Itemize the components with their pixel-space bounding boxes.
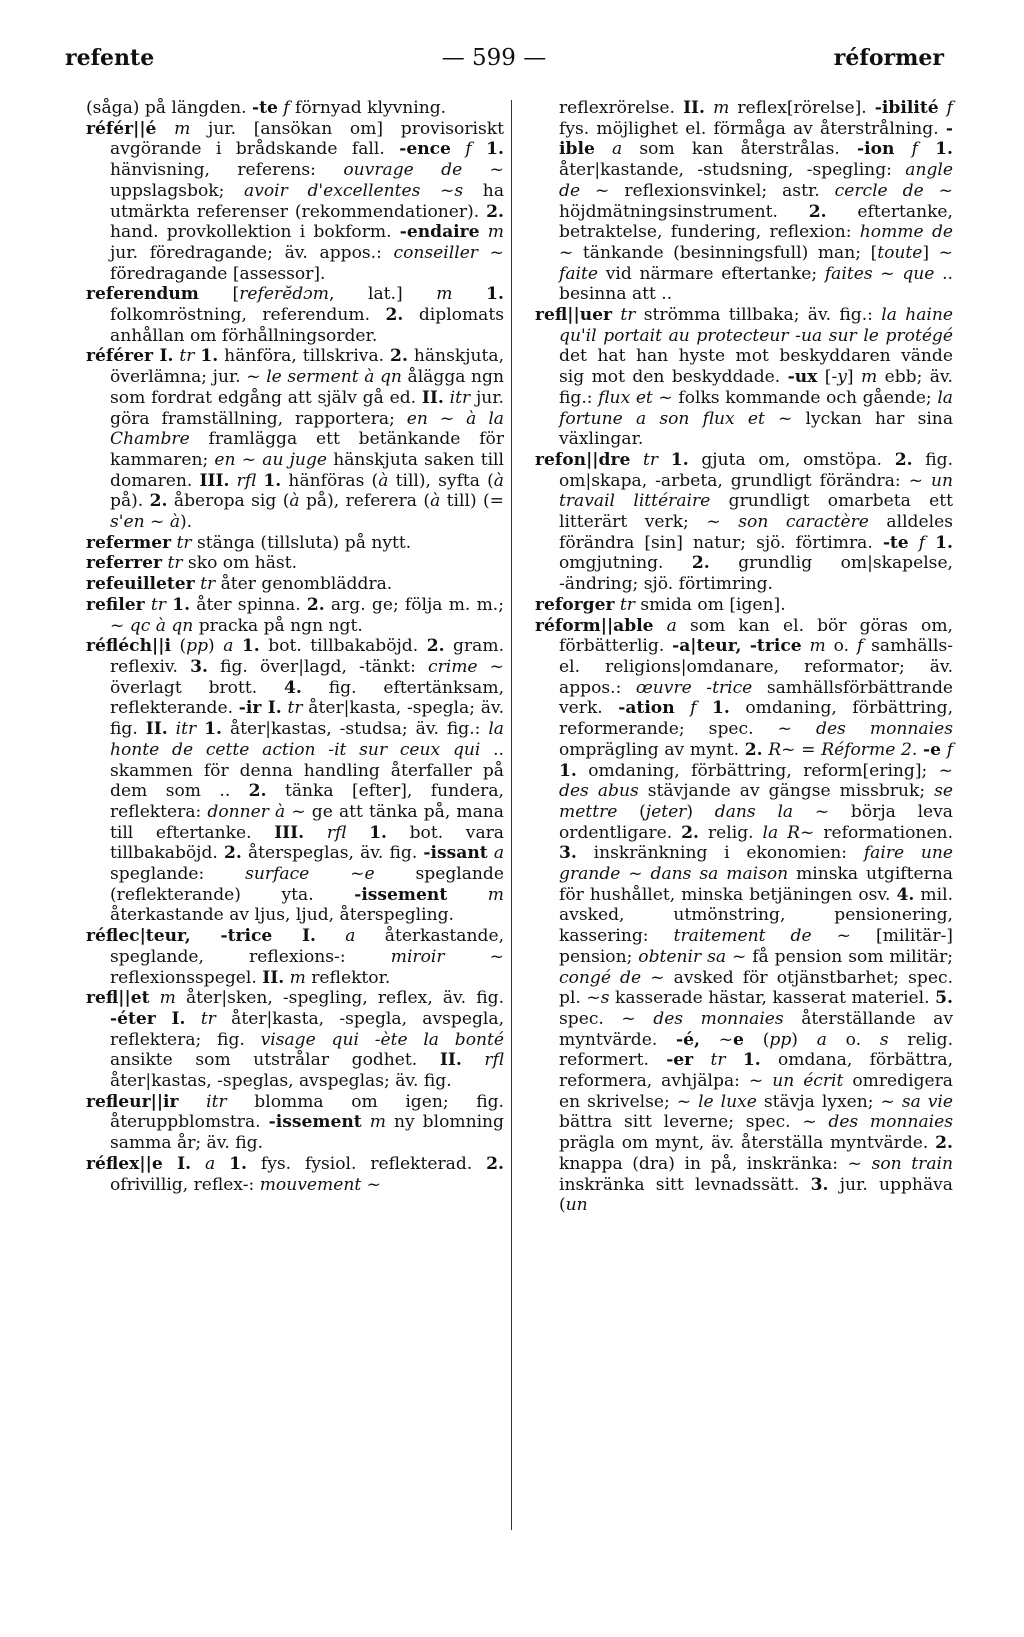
dictionary-entry: refleur||ir itr blomma om igen; fig. återuppblomstra. -issement m ny blomning samma år; äv. fig. <box>86 1091 504 1154</box>
page-number: — 599 — <box>441 45 547 71</box>
dictionary-entry: référer I. tr 1. hänföra, tillskriva. 2. hänskjuta, överlämna; jur. ~ le serment à qn ålägga ngn som fordrat edgång att själv gå ed. II. itr jur. göra framställning, rapportera; en ~ à la Chambre framlägga ett betänkande för kammaren; en ~ au juge hänskjuta saken till domaren. III. rfl 1. hänföras (à till), syfta (à på). 2. åberopa sig (à på), referera (à till) (= s'en ~ à). <box>86 346 505 533</box>
guide-word-right: réformer <box>833 45 944 71</box>
dictionary-entry: référ||é m jur. [ansökan om] provisoriskt avgörande i brådskande fall. -ence f 1. hänvisning, referens: ouvrage de ~ uppslagsbok; avoir d'excellentes ~s ha utmärkta referenser (rekommendationer). 2. hand. provkollektion i bokform. -endaire m jur. föredragande; äv. appos.: conseiller ~ föredragande [assessor]. <box>86 118 505 284</box>
dictionary-entry: refon||dre tr 1. gjuta om, omstöpa. 2. fig. om|skapa, -arbeta, grundligt förändra: ~ un travail littéraire grundligt omarbeta ett litterärt verk; ~ son caractère alldeles förändra [sin] natur; sjö. förtimra. -te f 1. omgjutning. 2. grundlig om|skapelse, -ändring; sjö. förtimring. <box>535 449 954 595</box>
right-column <box>535 98 953 1216</box>
dictionary-entry: réflex||e I. a 1. fys. fysiol. reflekterad. 2. ofrivillig, reflex-: mouvement ~ <box>86 1153 504 1195</box>
guide-word-left: refente <box>65 45 155 71</box>
column-rule <box>511 100 512 1530</box>
dictionary-entry: réform||able a som kan el. bör göras om, förbätterlig. -a|teur, -trice m o. f samhälls- el. religions|omdanare, reformator; äv. appos.: œuvre -trice samhällsförbättrande verk. -ation f 1. omdaning, förbättring, reformerande; spec. ~ des monnaies omprägling av mynt. 2. R~ = Réforme 2. -e f 1. omdaning, förbättring, reform[ering]; ~ des abus stävjande av gängse missbruk; se mettre (jeter) dans la ~ börja leva ordentligare. 2. relig. la R~ reformationen. 3. inskränkning i ekonomien: faire une grande ~ dans sa maison minska utgifterna för hushållet, minska betjäningen osv. 4. mil. avsked, utmönstring, pensionering, kassering: traitement de ~ [militär-] pension; obtenir sa ~ få pension som militär; congé de ~ avsked för otjänstbarhet; spec. pl. ~s kasserade hästar, kasserat materiel. 5. spec. ~ des monnaies återställande av myntvärde. -é, ~e (pp) a o. s relig. reformert. -er tr 1. omdana, förbättra, reformera, avhjälpa: ~ un écrit omredigera en skrivelse; ~ le luxe stävja lyxen; ~ sa vie bättra sitt leverne; spec. ~ des monnaies prägla om mynt, äv. återställa myntvärde. 2. knappa (dra) in på, inskränka: ~ son train inskränka sitt levnadssätt. 3. jur. upphäva (un <box>535 615 954 1216</box>
dictionary-entry: refeuilleter tr åter genombläddra. <box>86 574 393 595</box>
dictionary-entry: (såga) på längden. -te f förnyad klyvning. <box>86 98 447 118</box>
dictionary-entry: referrer tr sko om häst. <box>86 553 297 574</box>
dictionary-entry: reflexrörelse. II. m reflex[rörelse]. -ibilité f fys. möjlighet el. förmåga av återstrålning. -ible a som kan återstrålas. -ion f 1. åter|kastande, -studsning, -spegling: angle de ~ reflexionsvinkel; astr. cercle de ~ höjdmätningsinstrument. 2. eftertanke, betraktelse, fundering, reflexion: homme de ~ tänkande (besinningsfull) man; [toute] ~ faite vid närmare eftertanke; faites ~ que .. besinna att .. <box>559 98 954 305</box>
dictionary-entry: réflec|teur, -trice I. a återkastande, speglande, reflexions-: miroir ~ reflexionsspegel. II. m reflektor. <box>86 926 504 988</box>
dictionary-entry: réfléch||i (pp) a 1. bot. tillbakaböjd. 2. gram. reflexiv. 3. fig. över|lagd, -tänkt: crime ~ överlagt brott. 4. fig. eftertänksam, reflekterande. -ir I. tr åter|kasta, -spegla; äv. fig. II. itr 1. åter|kastas, -studsa; äv. fig.: la honte de cette action -it sur ceux qui .. skammen för denna handling återfaller på dem som .. 2. tänka [efter], fundera, reflektera: donner à ~ ge att tänka på, mana till eftertanke. III. rfl 1. bot. vara tillbakaböjd. 2. återspeglas, äv. fig. -issant a speglande: surface ~e speglande (reflekterande) yta. -issement m återkastande av ljus, ljud, återspegling. <box>86 636 505 926</box>
running-head <box>65 40 944 76</box>
dictionary-entry: referendum [referĕdɔm, lat.] m 1. folkomröstning, referendum. 2. diplomats anhållan om förhållningsorder. <box>86 284 505 346</box>
dictionary-entry: refermer tr stänga (tillsluta) på nytt. <box>86 532 412 553</box>
dictionary-entry: refl||et m åter|sken, -spegling, reflex, äv. fig. -éter I. tr åter|kasta, -spegla, avspegla, reflektera; fig. visage qui -ète la bonté ansikte som utstrålar godhet. II. rfl åter|kastas, -speglas, avspeglas; äv. fig. <box>86 988 505 1092</box>
dictionary-entry: refl||uer tr strömma tillbaka; äv. fig.: la haine qu'il portait au protecteur -ua sur le protégé det hat han hyste mot beskyddaren vände sig mot den beskyddade. -ux [-y] m ebb; äv. fig.: flux et ~ folks kommande och gående; la fortune a son flux et ~ lyckan har sina växlingar. <box>535 305 954 450</box>
dictionary-entry: reforger tr smida om [igen]. <box>535 594 786 615</box>
dictionary-entry: refiler tr 1. åter spinna. 2. arg. ge; följa m. m.; ~ qc à qn pracka på ngn ngt. <box>86 594 504 636</box>
left-column <box>86 98 504 1195</box>
